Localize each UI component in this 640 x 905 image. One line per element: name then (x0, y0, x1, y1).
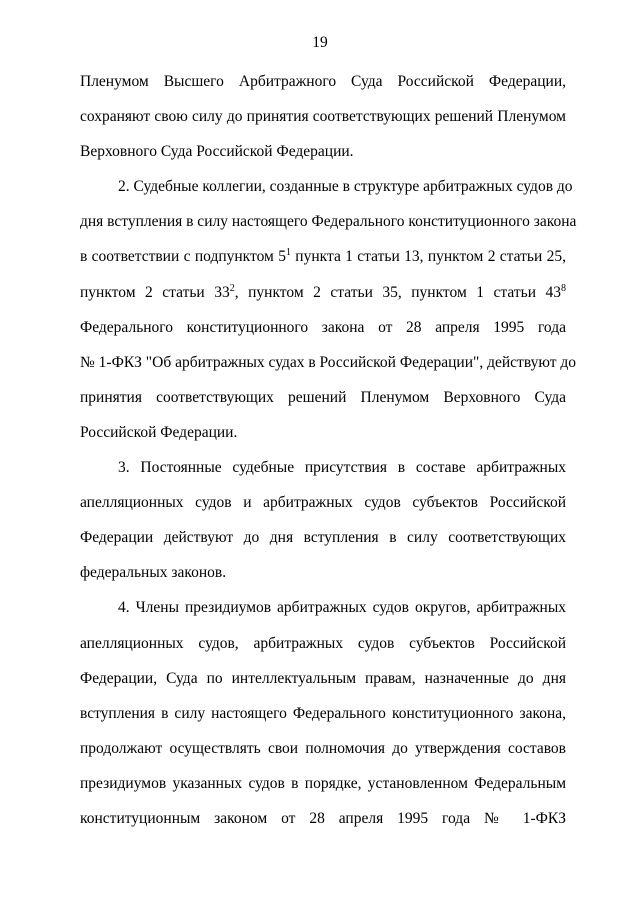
text-segment: Федерации действуют до дня вступления в силу соответствующих (80, 529, 566, 547)
paragraph (80, 450, 566, 590)
text-segment: Российской Федерации. (80, 423, 238, 441)
text-line (80, 380, 566, 415)
paragraph (80, 590, 566, 836)
page-number: 19 (312, 34, 328, 51)
text-line (80, 626, 566, 661)
superscript: 2 (229, 282, 235, 294)
text-line (80, 801, 566, 836)
text-segment: продолжают осуществлять свои полномочия до утверждения составов (80, 739, 566, 757)
text-segment: президиумов указанных судов в порядке, установленном Федеральным (80, 774, 566, 792)
text-segment: апелляционных судов и арбитражных судов субъектов Российской (80, 494, 566, 512)
text-segment: пунктом 2 статьи 33 (80, 283, 230, 301)
text-line (80, 450, 566, 485)
paragraph (80, 64, 566, 169)
text-line (80, 415, 566, 450)
text-line (80, 485, 566, 520)
text-line (80, 64, 566, 99)
text-line (80, 99, 566, 134)
text-segment: в соответствии с подпунктом 5 (80, 248, 286, 266)
text-segment: дня вступления в силу настоящего Федерального конституционного закона (80, 213, 577, 231)
text-line (80, 345, 577, 380)
text-segment: сохраняют свою силу до принятия соответствующих решений Пленумом (80, 108, 566, 126)
text-line (80, 204, 577, 239)
text-line (80, 134, 566, 169)
text-segment: принятия соответствующих решений Пленумом Верховного Суда (80, 388, 566, 406)
superscript: 8 (561, 282, 566, 294)
text-segment: 2. Судебные коллегии, созданные в структуре арбитражных судов до (118, 178, 573, 196)
text-segment: Пленумом Высшего Арбитражного Суда Российской Федерации, (80, 73, 566, 90)
text-segment: № 1-ФКЗ "Об арбитражных судах в Российской Федерации", действуют до (80, 353, 577, 371)
text-line (80, 766, 566, 801)
text-line (80, 310, 566, 345)
text-segment: апелляционных судов, арбитражных судов субъектов Российской (80, 634, 566, 652)
text-segment: пункта 1 статьи 13, пунктом 2 статьи 25, (290, 248, 566, 266)
text-line (80, 696, 566, 731)
text-line (80, 275, 566, 310)
text-line (80, 239, 566, 274)
superscript: 1 (285, 247, 291, 259)
text-segment: 4. Члены президиумов арбитражных судов округов, арбитражных (118, 599, 566, 617)
text-segment: 3. Постоянные судебные присутствия в составе арбитражных (118, 459, 566, 477)
text-segment: Верховного Суда Российской Федерации. (80, 143, 354, 161)
text-segment: федеральных законов. (80, 564, 227, 582)
text-line (80, 590, 566, 625)
text-line (80, 731, 566, 766)
paragraph (80, 169, 577, 450)
text-segment: конституционным законом от 28 апреля 1995 года № 1-ФКЗ (80, 809, 566, 827)
document-body (80, 64, 577, 836)
text-segment: Федерации, Суда по интеллектуальным правам, назначенные до дня (80, 669, 566, 687)
text-segment: , пунктом 2 статьи 35, пунктом 1 статьи 43 (234, 283, 561, 301)
text-segment: Федерального конституционного закона от 28 апреля 1995 года (80, 318, 566, 336)
text-line (80, 520, 566, 555)
text-line (80, 169, 573, 204)
text-segment: вступления в силу настоящего Федерального конституционного закона, (80, 704, 566, 722)
text-line (80, 661, 566, 696)
text-line (80, 555, 566, 590)
